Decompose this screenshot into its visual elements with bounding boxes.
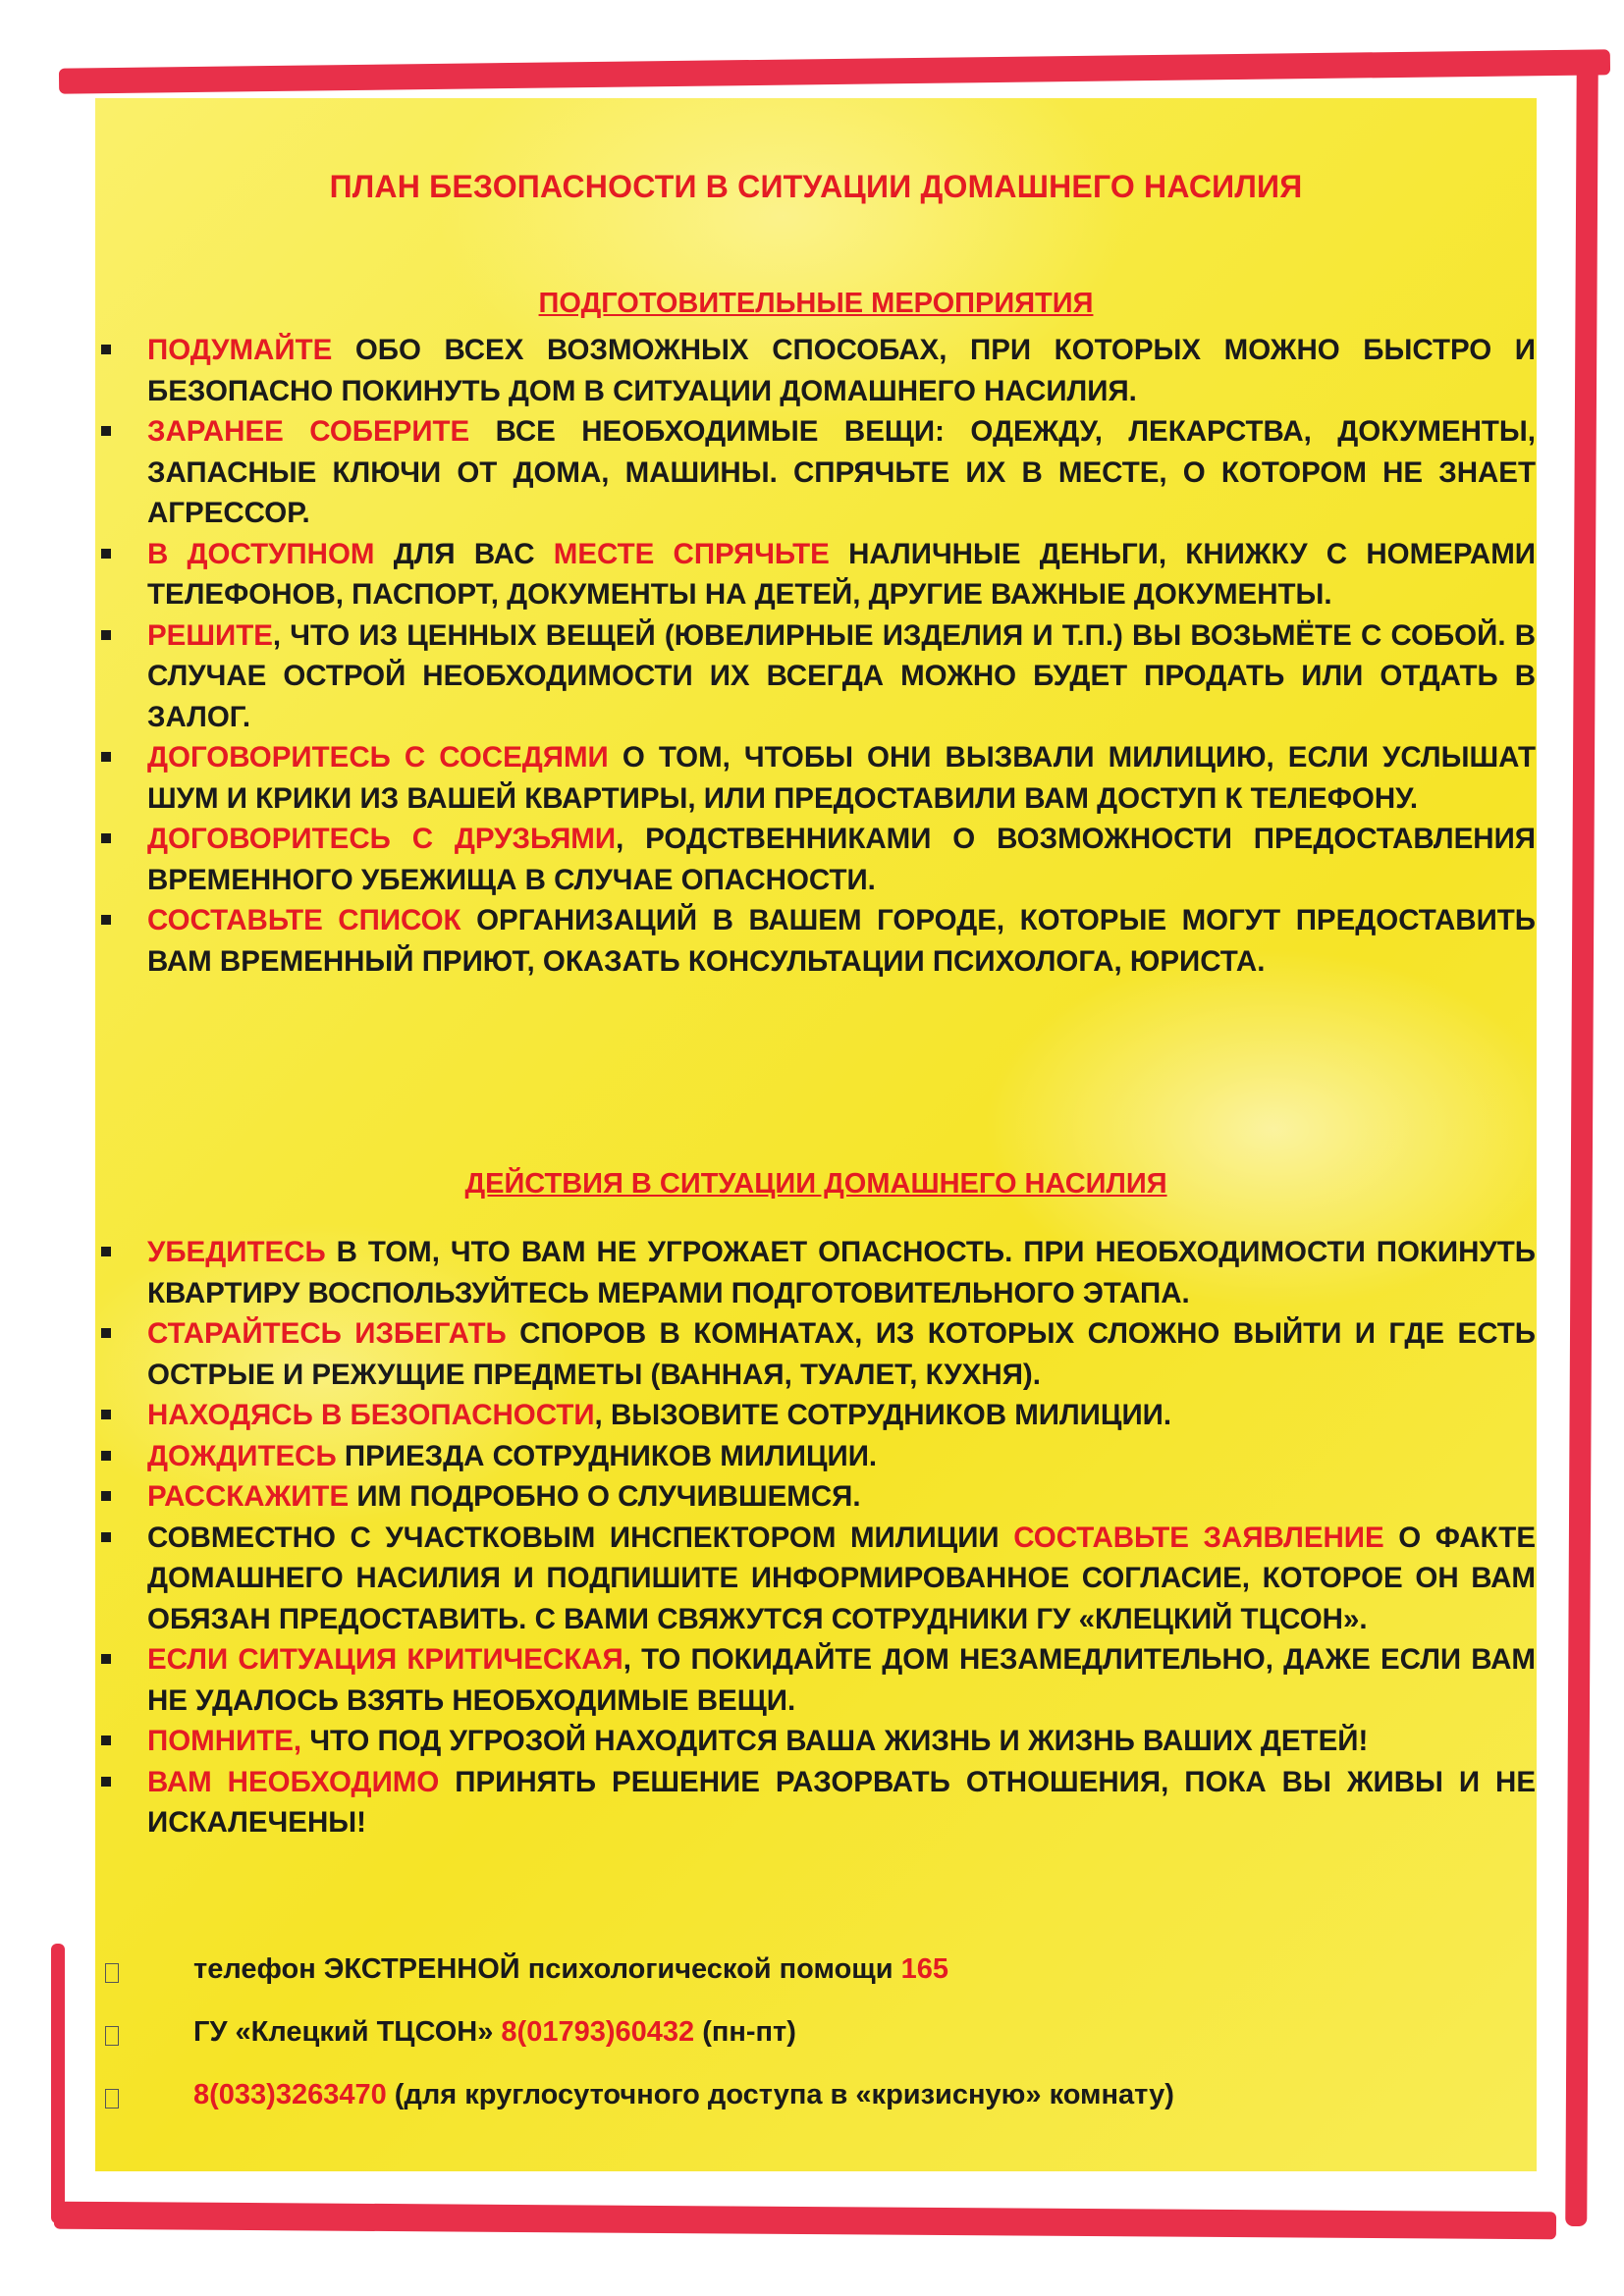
bullet-square-icon — [101, 1410, 111, 1419]
bullet-square-icon — [101, 833, 111, 843]
list-item: ПОДУМАЙТЕ ОБО ВСЕХ ВОЗМОЖНЫХ СПОСОБАХ, ПРИ КОТОРЫХ МОЖНО БЫСТРО И БЕЗОПАСНО ПОКИНУТЬ ДОМ В СИТУАЦИИ ДОМАШНЕГО НАСИЛИЯ. — [95, 330, 1536, 411]
list-item: УБЕДИТЕСЬ В ТОМ, ЧТО ВАМ НЕ УГРОЖАЕТ ОПАСНОСТЬ. ПРИ НЕОБХОДИМОСТИ ПОКИНУТЬ КВАРТИРУ ВОСПОЛЬЗУЙТЕСЬ МЕРАМИ ПОДГОТОВИТЕЛЬНОГО ЭТАПА. — [95, 1232, 1536, 1313]
list-item: ПОМНИТЕ, ЧТО ПОД УГРОЗОЙ НАХОДИТСЯ ВАША ЖИЗНЬ И ЖИЗНЬ ВАШИХ ДЕТЕЙ! — [95, 1721, 1536, 1762]
actions-list — [95, 1232, 1537, 1843]
frame-border-left — [51, 1944, 65, 2223]
checkbox-square-icon — [105, 2089, 119, 2109]
contact-emergency-phone: телефон ЭКСТРЕННОЙ психологической помощи 165 — [95, 1953, 1537, 2016]
bullet-square-icon — [101, 752, 111, 762]
frame-border-top — [59, 49, 1610, 93]
bullet-square-icon — [101, 1654, 111, 1664]
bullet-square-icon — [101, 630, 111, 640]
phone-link-emergency[interactable]: 165 — [900, 1953, 949, 1985]
contact-crisis-room-phone: 8(033)3263470 (для круглосуточного доступа в «кризисную» комнату) — [95, 2079, 1537, 2142]
section-heading-preparation: ПОДГОТОВИТЕЛЬНЫЕ МЕРОПРИЯТИЯ — [538, 288, 1094, 319]
list-item: ЗАРАНЕЕ СОБЕРИТЕ ВСЕ НЕОБХОДИМЫЕ ВЕЩИ: ОДЕЖДУ, ЛЕКАРСТВА, ДОКУМЕНТЫ, ЗАПАСНЫЕ КЛЮЧИ ОТ ДОМА, МАШИНЫ. СПРЯЧЬТЕ ИХ В МЕСТЕ, О КОТОРОМ НЕ ЗНАЕТ АГРЕССОР. — [95, 411, 1536, 534]
list-item: ЕСЛИ СИТУАЦИЯ КРИТИЧЕСКАЯ, ТО ПОКИДАЙТЕ ДОМ НЕЗАМЕДЛИТЕЛЬНО, ДАЖЕ ЕСЛИ ВАМ НЕ УДАЛОСЬ ВЗЯТЬ НЕОБХОДИМЫЕ ВЕЩИ. — [95, 1639, 1536, 1721]
bullet-square-icon — [101, 1532, 111, 1542]
bullet-square-icon — [101, 426, 111, 436]
list-item: ДОЖДИТЕСЬ ПРИЕЗДА СОТРУДНИКОВ МИЛИЦИИ. — [95, 1436, 1536, 1477]
list-item: ДОГОВОРИТЕСЬ С ДРУЗЬЯМИ, РОДСТВЕННИКАМИ О ВОЗМОЖНОСТИ ПРЕДОСТАВЛЕНИЯ ВРЕМЕННОГО УБЕЖИЩА В СЛУЧАЕ ОПАСНОСТИ. — [95, 819, 1536, 900]
bullet-square-icon — [101, 1735, 111, 1745]
frame-border-right — [1565, 67, 1598, 2226]
list-item: СТАРАЙТЕСЬ ИЗБЕГАТЬ СПОРОВ В КОМНАТАХ, ИЗ КОТОРЫХ СЛОЖНО ВЫЙТИ И ГДЕ ЕСТЬ ОСТРЫЕ И РЕЖУЩИЕ ПРЕДМЕТЫ (ВАННАЯ, ТУАЛЕТ, КУХНЯ). — [95, 1313, 1536, 1395]
contact-tcson-phone: ГУ «Клецкий ТЦСОН» 8(01793)60432 (пн-пт) — [95, 2016, 1537, 2079]
checkbox-square-icon — [105, 2026, 119, 2046]
list-item: СОСТАВЬТЕ СПИСОК ОРГАНИЗАЦИЙ В ВАШЕМ ГОРОДЕ, КОТОРЫЕ МОГУТ ПРЕДОСТАВИТЬ ВАМ ВРЕМЕННЫЙ ПРИЮТ, ОКАЗАТЬ КОНСУЛЬТАЦИИ ПСИХОЛОГА, ЮРИСТА. — [95, 900, 1536, 982]
bullet-square-icon — [101, 915, 111, 925]
checkbox-square-icon — [105, 1963, 119, 1983]
poster-panel — [95, 98, 1537, 2171]
list-item: РАССКАЖИТЕ ИМ ПОДРОБНО О СЛУЧИВШЕМСЯ. — [95, 1476, 1536, 1518]
list-item: ДОГОВОРИТЕСЬ С СОСЕДЯМИ О ТОМ, ЧТОБЫ ОНИ ВЫЗВАЛИ МИЛИЦИЮ, ЕСЛИ УСЛЫШАТ ШУМ И КРИКИ ИЗ ВАШЕЙ КВАРТИРЫ, ИЛИ ПРЕДОСТАВИЛИ ВАМ ДОСТУП К ТЕЛЕФОНУ. — [95, 737, 1536, 819]
list-item: В ДОСТУПНОМ ДЛЯ ВАС МЕСТЕ СПРЯЧЬТЕ НАЛИЧНЫЕ ДЕНЬГИ, КНИЖКУ С НОМЕРАМИ ТЕЛЕФОНОВ, ПАСПОРТ, ДОКУМЕНТЫ НА ДЕТЕЙ, ДРУГИЕ ВАЖНЫЕ ДОКУМЕНТЫ. — [95, 534, 1536, 615]
bullet-square-icon — [101, 1328, 111, 1338]
section-heading-actions: ДЕЙСТВИЯ В СИТУАЦИИ ДОМАШНЕГО НАСИЛИЯ — [464, 1168, 1167, 1200]
list-item: РЕШИТЕ, ЧТО ИЗ ЦЕННЫХ ВЕЩЕЙ (ЮВЕЛИРНЫЕ ИЗДЕЛИЯ И Т.П.) ВЫ ВОЗЬМЁТЕ С СОБОЙ. В СЛУЧАЕ ОСТРОЙ НЕОБХОДИМОСТИ ИХ ВСЕГДА МОЖНО БУДЕТ ПРОДАТЬ ИЛИ ОТДАТЬ В ЗАЛОГ. — [95, 615, 1536, 738]
frame-border-bottom — [54, 2202, 1556, 2240]
preparation-list — [95, 330, 1537, 982]
bullet-square-icon — [101, 549, 111, 559]
bullet-square-icon — [101, 1451, 111, 1461]
bullet-square-icon — [101, 1247, 111, 1256]
phone-link-crisis-room[interactable]: 8(033)3263470 — [193, 2079, 387, 2110]
bullet-square-icon — [101, 345, 111, 354]
bullet-square-icon — [101, 1491, 111, 1501]
page-title: ПЛАН БЕЗОПАСНОСТИ В СИТУАЦИИ ДОМАШНЕГО НАСИЛИЯ — [329, 169, 1303, 204]
list-item: НАХОДЯСЬ В БЕЗОПАСНОСТИ, ВЫЗОВИТЕ СОТРУДНИКОВ МИЛИЦИИ. — [95, 1395, 1536, 1436]
list-item: ВАМ НЕОБХОДИМО ПРИНЯТЬ РЕШЕНИЕ РАЗОРВАТЬ ОТНОШЕНИЯ, ПОКА ВЫ ЖИВЫ И НЕ ИСКАЛЕЧЕНЫ! — [95, 1762, 1536, 1843]
list-item: СОВМЕСТНО С УЧАСТКОВЫМ ИНСПЕКТОРОМ МИЛИЦИИ СОСТАВЬТЕ ЗАЯВЛЕНИЕ О ФАКТЕ ДОМАШНЕГО НАСИЛИЯ И ПОДПИШИТЕ ИНФОРМИРОВАННОЕ СОГЛАСИЕ, КОТОРОЕ ОН ВАМ ОБЯЗАН ПРЕДОСТАВИТЬ. С ВАМИ СВЯЖУТСЯ СОТРУДНИКИ ГУ «КЛЕЦКИЙ ТЦСОН». — [95, 1518, 1536, 1640]
contacts-list — [95, 1953, 1537, 2142]
bullet-square-icon — [101, 1777, 111, 1787]
phone-link-tcson[interactable]: 8(01793)60432 — [501, 2016, 695, 2048]
